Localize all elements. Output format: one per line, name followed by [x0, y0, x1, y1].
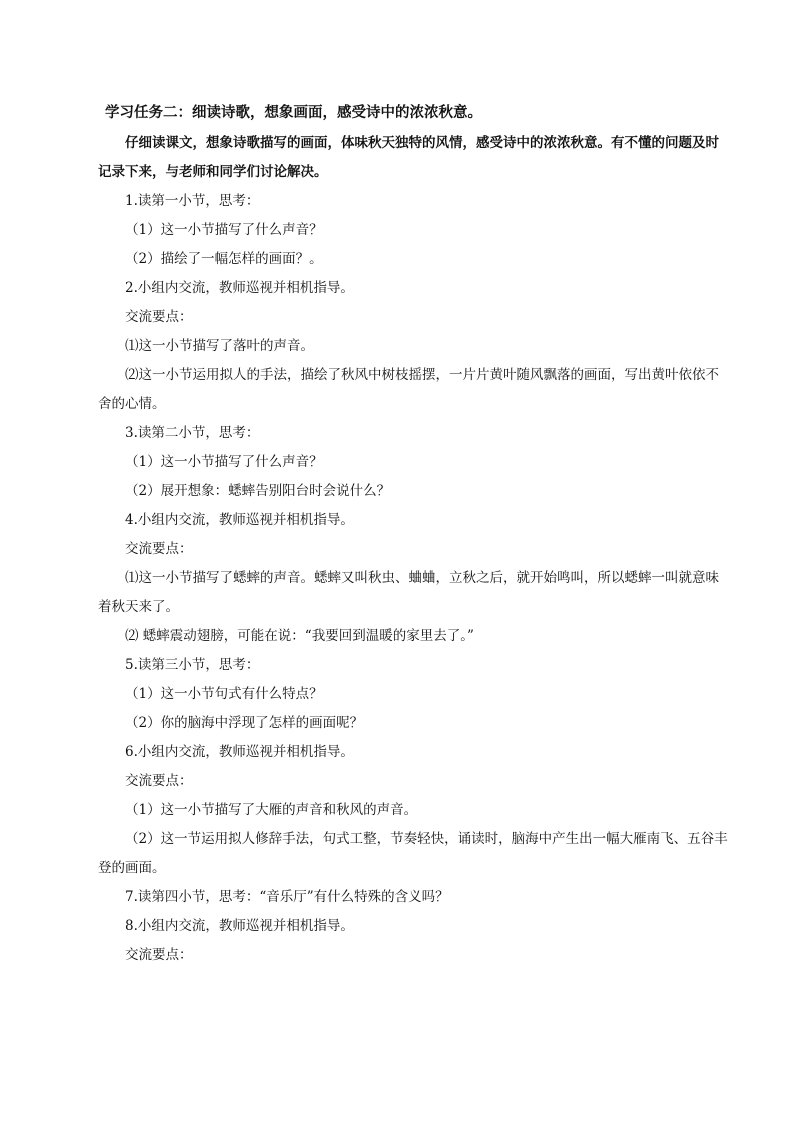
document-body	[98, 98, 728, 970]
paragraph-19: 交流要点：	[125, 773, 193, 789]
paragraph-3: （2）描绘了一幅怎样的画面？。	[125, 251, 323, 267]
task-heading: 学习任务二：细读诗歌，想象画面，感受诗中的浓浓秋意。	[105, 104, 482, 121]
paragraph-13: ⑴这一小节描写了蟋蟀的声音。蟋蟀又叫秋虫、蛐蛐，立秋之后，就开始鸣叫，所以蟋蟀一叫就意味着秋天来了。	[98, 570, 719, 615]
paragraph-7: ⑵这一小节运用拟人的手法，描绘了秋风中树枝摇摆，一片片黄叶随风飘落的画面，写出黄叶依依不舍的心情。	[98, 367, 719, 412]
paragraph-11: 4.小组内交流，教师巡视并相机指导。	[125, 512, 354, 528]
paragraph-10: （2）展开想象：蟋蟀告别阳台时会说什么？	[125, 483, 391, 499]
paragraph-15: 5.读第三小节，思考：	[125, 657, 260, 673]
paragraph-22: 7.读第四小节，思考：“音乐厅”有什么特殊的含义吗？	[125, 889, 449, 905]
paragraph-14: ⑵ 蟋蟀震动翅膀，可能在说：“我要回到温暖的家里去了。”	[125, 628, 474, 644]
paragraph-5: 交流要点：	[125, 309, 193, 325]
paragraph-23: 8.小组内交流，教师巡视并相机指导。	[125, 918, 354, 934]
paragraph-12: 交流要点：	[125, 541, 193, 557]
paragraph-24: 交流要点：	[125, 947, 193, 963]
paragraph-4: 2.小组内交流，教师巡视并相机指导。	[125, 280, 354, 296]
paragraph-8: 3.读第二小节，思考：	[125, 425, 260, 441]
paragraph-9: （1）这一小节描写了什么声音？	[125, 454, 323, 470]
paragraph-16: （1）这一小节句式有什么特点？	[125, 686, 323, 702]
paragraph-17: （2）你的脑海中浮现了怎样的画面呢？	[125, 715, 364, 731]
task-intro: 仔细读课文，想象诗歌描写的画面，体味秋天独特的风情，感受诗中的浓浓秋意。有不懂的问题及时记录下来，与老师和同学们讨论解决。	[98, 135, 719, 180]
paragraph-20: （1）这一小节描写了大雁的声音和秋风的声音。	[125, 802, 418, 818]
paragraph-18: 6.小组内交流，教师巡视并相机指导。	[125, 744, 354, 760]
paragraph-2: （1）这一小节描写了什么声音？	[125, 222, 323, 238]
paragraph-6: ⑴这一小节描写了落叶的声音。	[125, 338, 314, 354]
paragraph-21: （2）这一节运用拟人修辞手法，句式工整，节奏轻快，诵读时，脑海中产生出一幅大雁南飞、五谷丰登的画面。	[98, 831, 728, 876]
paragraph-1: 1.读第一小节，思考：	[125, 193, 260, 209]
